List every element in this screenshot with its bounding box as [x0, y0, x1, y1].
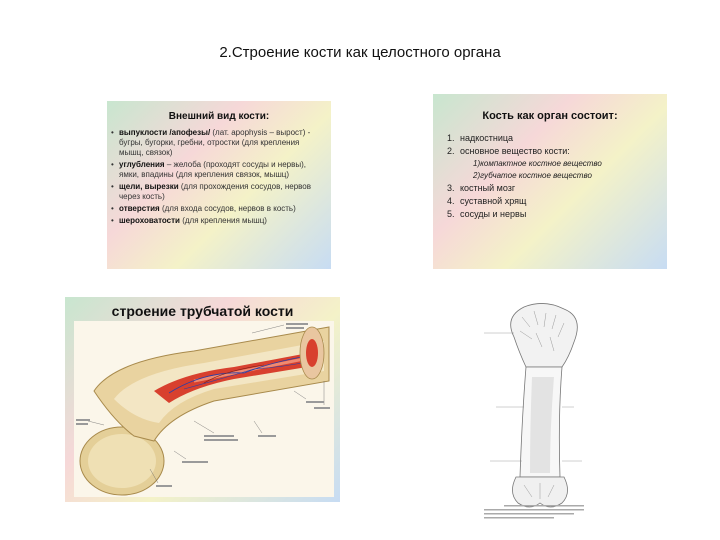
- list-item: • щели, вырезки (для прохождения сосудов, нервов через кость): [119, 182, 325, 202]
- tubular-bone-panel: [65, 297, 340, 502]
- tubular-heading: строение трубчатой кости: [111, 303, 294, 319]
- external-heading: Внешний вид кости:: [168, 111, 270, 122]
- femur-cross-section-drawing: [474, 297, 614, 525]
- list-item: 1. надкостница: [447, 133, 514, 143]
- list-subitem: 1)компактное костное вещество: [473, 159, 602, 168]
- bone-organ-panel: [433, 94, 667, 269]
- list-item: 2. основное вещество кости:: [447, 146, 570, 156]
- list-item: • углубления – желоба (проходят сосуды и нервы), ямки, впадины (для крепления связок, мышц): [119, 160, 325, 180]
- tubular-bone-illustration: [74, 321, 334, 497]
- organ-list: [433, 132, 667, 221]
- external-appearance-panel: [107, 101, 331, 269]
- list-item: 3. костный мозг: [447, 183, 516, 193]
- external-list: [107, 128, 331, 226]
- slide-title: 2.Строение кости как целостного органа: [219, 44, 501, 61]
- list-item: • выпуклости /апофезы/ (лат. apophysis – вырост) - бугры, бугорки, гребни, отростки (для крепления мышц, связок): [119, 128, 325, 158]
- list-item: 5. сосуды и нервы: [447, 209, 527, 219]
- organ-heading: Кость как орган состоит:: [482, 110, 618, 122]
- list-item: 4. суставной хрящ: [447, 196, 527, 206]
- list-item: • шероховатости (для крепления мышц): [119, 216, 325, 226]
- list-item: • отверстия (для входа сосудов, нервов в кость): [119, 204, 325, 214]
- list-subitem: 2)губчатое костное вещество: [473, 171, 592, 180]
